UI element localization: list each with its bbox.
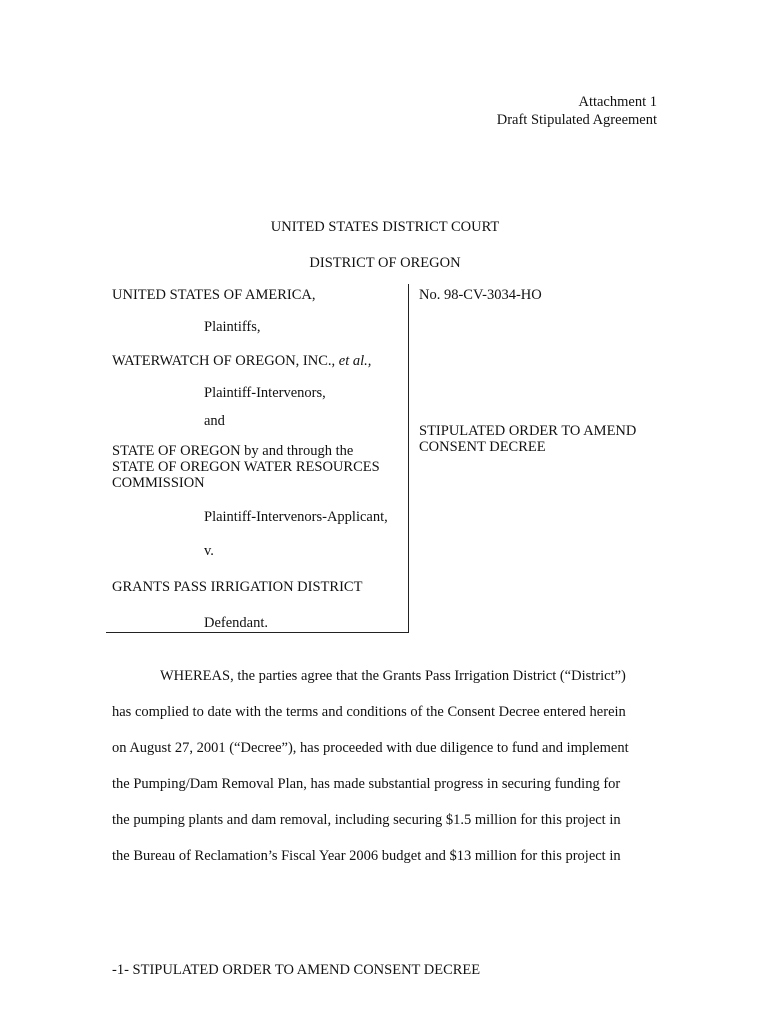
- court-district: DISTRICT OF OREGON: [309, 255, 461, 271]
- party-plaintiff-role: Plaintiffs,: [204, 319, 261, 335]
- caption-versus: v.: [204, 543, 214, 559]
- body-line: on August 27, 2001 (“Decree”), has proceeded with due diligence to fund and implement: [112, 740, 629, 756]
- party-state-line3: COMMISSION: [112, 475, 205, 491]
- case-title-line1: STIPULATED ORDER TO AMEND: [419, 423, 637, 439]
- case-title-line2: CONSENT DECREE: [419, 439, 546, 455]
- case-number: No. 98-CV-3034-HO: [419, 287, 542, 303]
- party-intervenor-etal: et al.,: [338, 353, 372, 369]
- party-intervenor-name: WATERWATCH OF OREGON, INC.,: [112, 353, 336, 369]
- party-defendant: GRANTS PASS IRRIGATION DISTRICT: [112, 579, 363, 595]
- page-footer: -1- STIPULATED ORDER TO AMEND CONSENT DECREE: [112, 962, 481, 978]
- party-intervenor: [112, 353, 371, 369]
- caption-and: and: [204, 413, 225, 429]
- body-line: WHEREAS, the parties agree that the Grants Pass Irrigation District (“District”): [160, 668, 626, 684]
- body-line: the Bureau of Reclamation’s Fiscal Year 2006 budget and $13 million for this project in: [112, 848, 621, 864]
- body-line: the Pumping/Dam Removal Plan, has made substantial progress in securing funding for: [112, 776, 621, 792]
- party-plaintiff: UNITED STATES OF AMERICA,: [112, 287, 316, 303]
- court-name: UNITED STATES DISTRICT COURT: [270, 219, 500, 235]
- body-line: the pumping plants and dam removal, including securing $1.5 million for this project in: [112, 812, 621, 828]
- party-defendant-role: Defendant.: [204, 615, 269, 631]
- party-state-line1: STATE OF OREGON by and through the: [112, 443, 354, 459]
- party-state-line2: STATE OF OREGON WATER RESOURCES: [112, 459, 380, 475]
- attachment-label: Attachment 1: [578, 94, 657, 110]
- draft-subtitle: Draft Stipulated Agreement: [496, 112, 657, 128]
- party-state-role: Plaintiff-Intervenors-Applicant,: [204, 509, 388, 525]
- party-intervenor-role: Plaintiff-Intervenors,: [204, 385, 326, 401]
- body-line: has complied to date with the terms and conditions of the Consent Decree entered herein: [112, 704, 626, 720]
